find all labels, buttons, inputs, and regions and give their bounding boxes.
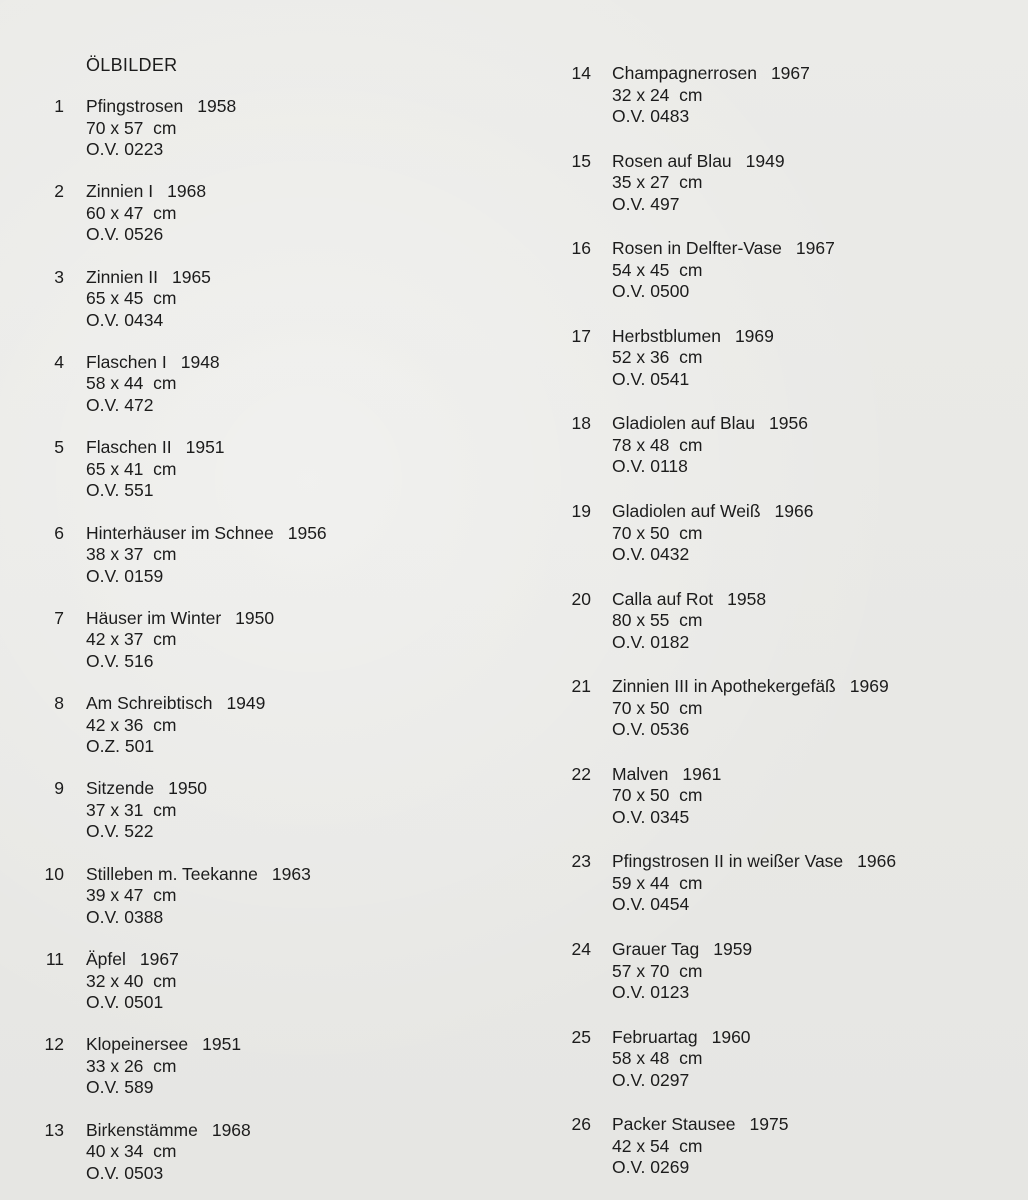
entry-details bbox=[86, 778, 207, 843]
entry-number: 4 bbox=[54, 351, 64, 372]
entry-dimensions: 35 x 27 cm bbox=[612, 172, 703, 193]
entry-inventory-number: O.V. 0223 bbox=[86, 139, 164, 159]
entry-dimensions: 78 x 48 cm bbox=[612, 434, 703, 455]
entry-title-line bbox=[86, 1034, 241, 1056]
entry-year: 1967 bbox=[770, 63, 810, 83]
entry-number: 3 bbox=[54, 266, 64, 287]
entry-year: 1975 bbox=[749, 1114, 789, 1135]
entry-title-line bbox=[612, 413, 808, 435]
entry-number: 26 bbox=[571, 1114, 591, 1135]
entry-title: Herbstblumen bbox=[612, 325, 721, 346]
entry-number: 18 bbox=[571, 413, 591, 434]
entry-details bbox=[86, 1120, 251, 1185]
entry-year: 1968 bbox=[167, 181, 207, 202]
entry-number: 10 bbox=[44, 863, 64, 884]
entry-dimensions: 33 x 26 cm bbox=[86, 1055, 177, 1076]
entry-dimensions: 65 x 45 cm bbox=[86, 288, 177, 309]
entry-inventory-number: O.V. 0432 bbox=[612, 544, 690, 564]
entry-year: 1956 bbox=[769, 413, 808, 434]
entry-inventory-number: O.V. 0269 bbox=[612, 1157, 690, 1178]
entry-year: 1960 bbox=[711, 1026, 751, 1047]
entry-details bbox=[612, 764, 721, 829]
entry-details bbox=[612, 1114, 788, 1179]
entry-details bbox=[86, 267, 211, 332]
entry-number: 20 bbox=[571, 588, 591, 609]
entry-details bbox=[86, 864, 311, 929]
entry-number: 25 bbox=[571, 1026, 591, 1047]
entry-title-line bbox=[86, 693, 265, 715]
entry-details bbox=[612, 151, 785, 216]
entry-title: Sitzende bbox=[86, 778, 155, 799]
entry-details bbox=[612, 501, 813, 566]
entry-title: Rosen auf Blau bbox=[612, 150, 732, 171]
entry-details bbox=[612, 1027, 751, 1092]
entry-number: 14 bbox=[571, 63, 591, 83]
entry-title-line bbox=[86, 1120, 251, 1142]
entry-title: Packer Stausee bbox=[612, 1114, 736, 1135]
entry-number: 15 bbox=[571, 150, 591, 171]
entry-year: 1951 bbox=[202, 1034, 242, 1055]
entry-year: 1966 bbox=[774, 501, 814, 521]
entry-title-line bbox=[612, 676, 889, 698]
entry-title-line bbox=[86, 352, 220, 374]
entry-number: 21 bbox=[571, 676, 591, 697]
entry-year: 1967 bbox=[139, 949, 179, 969]
entry-inventory-number: O.V. 0501 bbox=[86, 992, 164, 1012]
entry-inventory-number: O.V. 551 bbox=[86, 480, 154, 501]
entry-inventory-number: O.V. 522 bbox=[86, 821, 154, 842]
entry-dimensions: 70 x 50 cm bbox=[612, 522, 703, 543]
entry-title: Calla auf Rot bbox=[612, 588, 714, 609]
entry-title-line bbox=[86, 437, 225, 459]
entry-details bbox=[612, 939, 752, 1004]
entry-dimensions: 59 x 44 cm bbox=[612, 872, 703, 893]
entry-title: Zinnien I bbox=[86, 181, 154, 202]
entry-year: 1956 bbox=[287, 522, 327, 543]
entry-dimensions: 32 x 40 cm bbox=[86, 970, 177, 991]
entry-inventory-number: O.V. 0503 bbox=[86, 1162, 164, 1183]
entry-number: 24 bbox=[571, 939, 591, 959]
entry-title-line bbox=[86, 864, 311, 886]
entry-title: Am Schreibtisch bbox=[86, 693, 213, 714]
entry-details bbox=[86, 437, 225, 502]
entry-dimensions: 70 x 50 cm bbox=[612, 697, 703, 718]
entry-title: Flaschen I bbox=[86, 351, 167, 372]
entry-title-line bbox=[86, 181, 206, 203]
entry-title: Champagnerrosen bbox=[612, 63, 757, 83]
entry-details bbox=[86, 608, 274, 673]
entry-number: 8 bbox=[54, 693, 64, 714]
entry-number: 12 bbox=[44, 1034, 64, 1055]
entry-year: 1958 bbox=[727, 588, 767, 609]
entry-inventory-number: O.V. 0118 bbox=[612, 456, 688, 477]
entry-number: 23 bbox=[571, 851, 591, 872]
entry-year: 1950 bbox=[235, 607, 275, 628]
entry-dimensions: 70 x 57 cm bbox=[86, 117, 177, 138]
entry-year: 1959 bbox=[713, 939, 753, 959]
entry-title-line bbox=[612, 589, 766, 611]
entry-inventory-number: O.V. 589 bbox=[86, 1077, 154, 1098]
entry-title-line bbox=[612, 851, 896, 873]
entry-inventory-number: O.V. 0454 bbox=[612, 894, 690, 915]
entry-dimensions: 58 x 44 cm bbox=[86, 373, 177, 394]
entry-inventory-number: O.V. 0434 bbox=[86, 309, 164, 330]
entry-details bbox=[612, 413, 808, 478]
entry-number: 19 bbox=[571, 501, 591, 521]
entry-dimensions: 40 x 34 cm bbox=[86, 1141, 177, 1162]
entry-year: 1963 bbox=[271, 863, 311, 884]
entry-dimensions: 42 x 36 cm bbox=[86, 714, 177, 735]
entry-title: Flaschen II bbox=[86, 437, 172, 458]
entry-inventory-number: O.V. 0182 bbox=[612, 631, 690, 652]
entry-dimensions: 42 x 54 cm bbox=[612, 1135, 703, 1156]
entry-year: 1948 bbox=[180, 351, 220, 372]
entry-title: Malven bbox=[612, 763, 669, 784]
entry-number: 13 bbox=[44, 1119, 64, 1140]
entry-year: 1965 bbox=[171, 266, 211, 287]
entry-details bbox=[86, 523, 327, 588]
entry-title-line bbox=[612, 1114, 788, 1136]
entry-year: 1966 bbox=[857, 851, 897, 872]
entry-title: Häuser im Winter bbox=[86, 607, 222, 628]
entry-dimensions: 57 x 70 cm bbox=[612, 960, 703, 981]
entry-inventory-number: O.Z. 501 bbox=[86, 736, 155, 757]
entry-title-line bbox=[612, 326, 774, 348]
entry-title-line bbox=[612, 1027, 751, 1049]
entry-year: 1967 bbox=[795, 238, 835, 259]
entry-number: 16 bbox=[571, 238, 591, 259]
entry-dimensions: 32 x 24 cm bbox=[612, 84, 703, 105]
entry-title-line bbox=[86, 949, 179, 971]
entry-year: 1969 bbox=[849, 676, 889, 697]
entry-title: Klopeinersee bbox=[86, 1034, 189, 1055]
entry-dimensions: 39 x 47 cm bbox=[86, 885, 177, 906]
entry-details bbox=[86, 96, 236, 161]
entry-dimensions: 58 x 48 cm bbox=[612, 1048, 703, 1069]
entry-number: 7 bbox=[54, 607, 64, 628]
entry-title-line bbox=[86, 96, 236, 118]
entry-details bbox=[612, 326, 774, 391]
entry-number: 6 bbox=[54, 522, 64, 543]
entry-inventory-number: O.V. 0388 bbox=[86, 906, 164, 927]
entry-dimensions: 70 x 50 cm bbox=[612, 785, 703, 806]
entry-title-line bbox=[86, 778, 207, 800]
entry-title-line bbox=[86, 267, 211, 289]
entry-details bbox=[86, 352, 220, 417]
entry-year: 1968 bbox=[211, 1119, 251, 1140]
entry-year: 1951 bbox=[185, 437, 225, 458]
entry-year: 1961 bbox=[682, 763, 722, 784]
entry-inventory-number: O.V. 0541 bbox=[612, 368, 690, 389]
entry-inventory-number: O.V. 0526 bbox=[86, 224, 164, 245]
entry-details bbox=[612, 589, 766, 654]
entry-title-line bbox=[612, 63, 810, 85]
entry-details bbox=[612, 851, 896, 916]
entry-inventory-number: O.V. 0123 bbox=[612, 982, 690, 1002]
entry-title-line bbox=[86, 608, 274, 630]
entry-dimensions: 54 x 45 cm bbox=[612, 259, 703, 280]
entry-title: Hinterhäuser im Schnee bbox=[86, 522, 274, 543]
entry-inventory-number: O.V. 497 bbox=[612, 193, 680, 214]
entry-dimensions: 42 x 37 cm bbox=[86, 629, 177, 650]
entry-inventory-number: O.V. 0297 bbox=[612, 1069, 690, 1090]
entry-inventory-number: O.V. 516 bbox=[86, 650, 154, 671]
entry-details bbox=[86, 949, 179, 1014]
entry-number: 2 bbox=[54, 181, 64, 202]
entry-title: Pfingstrosen II in weißer Vase bbox=[612, 851, 844, 872]
entry-title: Zinnien II bbox=[86, 266, 158, 287]
entry-title: Rosen in Delfter-Vase bbox=[612, 238, 782, 259]
entry-title-line bbox=[86, 523, 327, 545]
entry-details bbox=[612, 238, 835, 303]
entry-details bbox=[86, 1034, 241, 1099]
entry-number: 22 bbox=[571, 763, 591, 784]
entry-title-line bbox=[612, 939, 752, 961]
entry-inventory-number: O.V. 0536 bbox=[612, 719, 690, 740]
entry-details bbox=[612, 63, 810, 128]
entry-title: Grauer Tag bbox=[612, 939, 700, 959]
entry-year: 1958 bbox=[197, 96, 237, 116]
entry-title-line bbox=[612, 764, 721, 786]
entry-year: 1950 bbox=[168, 778, 208, 799]
entry-title: Zinnien III in Apothekergefäß bbox=[612, 676, 836, 697]
entry-title: Pfingstrosen bbox=[86, 96, 184, 116]
entry-dimensions: 52 x 36 cm bbox=[612, 347, 703, 368]
entry-title-line bbox=[612, 151, 785, 173]
entry-title-line bbox=[612, 501, 813, 523]
entry-inventory-number: O.V. 0159 bbox=[86, 565, 164, 586]
entry-year: 1949 bbox=[226, 693, 266, 714]
section-heading: ÖLBILDER bbox=[86, 55, 178, 75]
entry-dimensions: 60 x 47 cm bbox=[86, 202, 177, 223]
entry-year: 1949 bbox=[745, 150, 785, 171]
entry-details bbox=[612, 676, 889, 741]
entry-number: 9 bbox=[54, 778, 64, 799]
entry-year: 1969 bbox=[734, 325, 774, 346]
entry-dimensions: 65 x 41 cm bbox=[86, 458, 177, 479]
entry-dimensions: 38 x 37 cm bbox=[86, 544, 177, 564]
entry-title: Birkenstämme bbox=[86, 1119, 198, 1140]
entry-number: 17 bbox=[571, 325, 591, 346]
entry-inventory-number: O.V. 0345 bbox=[612, 806, 690, 827]
entry-title: Gladiolen auf Blau bbox=[612, 413, 756, 434]
entry-title: Stilleben m. Teekanne bbox=[86, 863, 258, 884]
entry-title: Gladiolen auf Weiß bbox=[612, 501, 761, 521]
entry-number: 11 bbox=[45, 949, 64, 969]
entry-title: Äpfel bbox=[86, 949, 126, 969]
entry-dimensions: 37 x 31 cm bbox=[86, 799, 177, 820]
entry-number: 1 bbox=[54, 96, 64, 116]
entry-details bbox=[86, 181, 206, 246]
entry-inventory-number: O.V. 472 bbox=[86, 394, 154, 415]
entry-number: 5 bbox=[54, 437, 64, 458]
entry-title-line bbox=[612, 238, 835, 260]
entry-inventory-number: O.V. 0500 bbox=[612, 281, 690, 302]
entry-dimensions: 80 x 55 cm bbox=[612, 610, 703, 631]
entry-title: Februartag bbox=[612, 1026, 698, 1047]
entry-inventory-number: O.V. 0483 bbox=[612, 106, 690, 126]
entry-details bbox=[86, 693, 265, 758]
